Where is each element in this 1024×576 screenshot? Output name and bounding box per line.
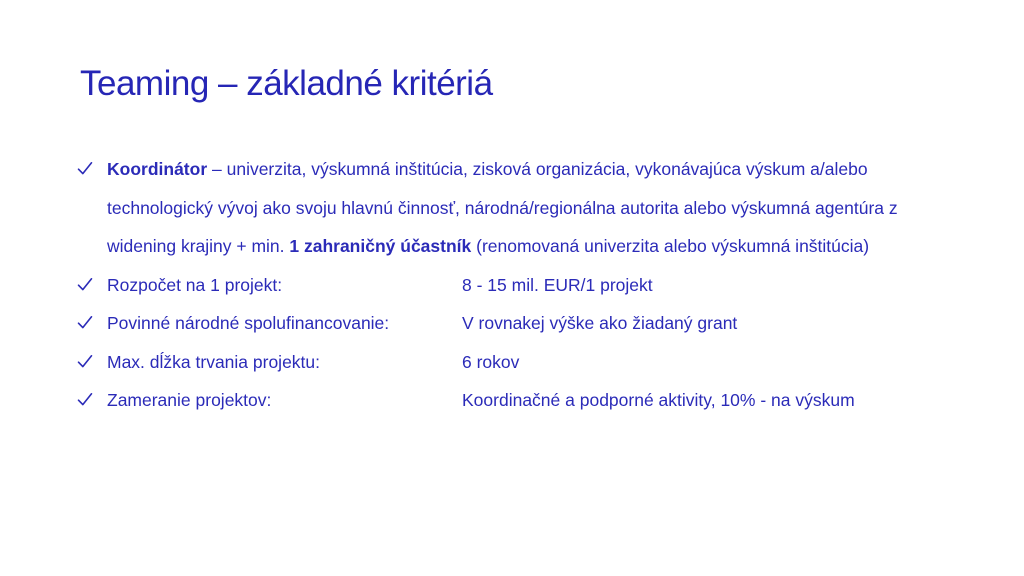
check-icon <box>77 381 95 419</box>
criteria-list <box>77 150 967 420</box>
criterion-label: Max. dĺžka trvania projektu: <box>107 351 321 372</box>
list-item-cofinancing <box>77 304 967 343</box>
criterion-value: 8 - 15 mil. EUR/1 projekt <box>462 274 653 295</box>
criterion-label: Zameranie projektov: <box>107 390 272 410</box>
participant-label: 1 zahraničný účastník <box>289 236 472 256</box>
criterion-value: Koordinačné a podporné aktivity, 10% - na výskum <box>462 390 855 410</box>
slide-title: Teaming – základné kritériá <box>80 64 493 103</box>
criterion-label: Povinné národné spolufinancovanie: <box>107 313 390 333</box>
koordinator-description: – univerzita, výskumná inštitúcia, zisková organizácia, vykonávajúca výskum a/alebo technologický vývoj ako svoju hlavnú činnosť, národná/regionálna autorita alebo výskumná agentúra z widening krajiny + min. <box>107 159 898 256</box>
list-item-budget <box>77 266 967 305</box>
list-item-duration <box>77 343 967 382</box>
check-icon <box>77 304 95 342</box>
criterion-value: V rovnakej výške ako žiadaný grant <box>462 313 738 333</box>
koordinator-label: Koordinátor <box>107 159 208 179</box>
participant-description: (renomovaná univerzita alebo výskumná inštitúcia) <box>471 236 870 256</box>
criterion-label: Rozpočet na 1 projekt: <box>107 274 283 295</box>
check-icon <box>77 266 95 304</box>
check-icon <box>77 150 95 188</box>
check-icon <box>77 343 95 381</box>
list-item-focus <box>77 381 967 420</box>
list-item-koordinator <box>77 150 967 266</box>
criterion-value: 6 rokov <box>462 351 520 372</box>
